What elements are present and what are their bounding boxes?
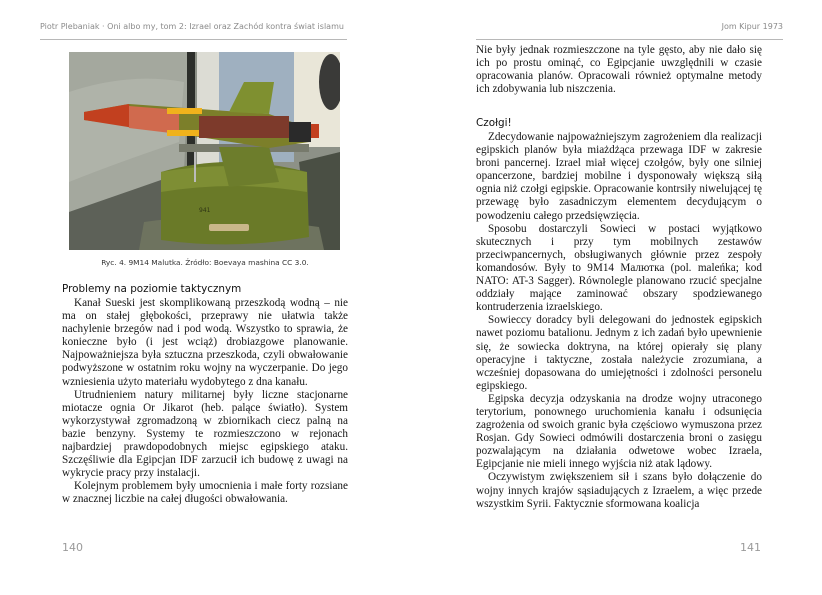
- page-number-left: 140: [62, 541, 83, 554]
- paragraph: Kolejnym problemem były umocnienia i małe forty rozsiane w znacznej liczbie na całej długości obwałowania.: [62, 480, 348, 506]
- figure-photo: [69, 52, 340, 250]
- right-intro-text: [476, 44, 762, 96]
- running-header-right: Jom Kipur 1973: [476, 22, 783, 40]
- missile-photo-illustration: [69, 52, 340, 250]
- paragraph: Oczywistym zwiększeniem sił i szans było dołączenie do wojny innych krajów sąsiadujących z Izraelem, a więc przede wszystkim Syrii. Faktycznie sformowana koalicja: [476, 471, 762, 510]
- figure-caption: Ryc. 4. 9M14 Malutka. Źródło: Boevaya mashina CC 3.0.: [101, 258, 309, 267]
- paragraph: Utrudnieniem natury militarnej były liczne stacjonarne miotacze ognia Or Jikarot (heb. palące światło). System wykorzystywał zgromadzoną w zbiornikach ciecz palną na bazie benzyny. Systemy te rozmieszczono w rejonach najbardziej prawdopodobnych miejsc egipskiego ataku. Szczęśliwie dla Egipcjan IDF zarzucił ich budowę z uwagi na wykrycie pracy przy instalacji.: [62, 388, 348, 480]
- running-header-left: Piotr Plebaniak · Oni albo my, tom 2: Izrael oraz Zachód kontra świat islamu: [40, 22, 347, 40]
- paragraph: Egipska decyzja odzyskania na drodze wojny utraconego terytorium, ponownego uruchomienia kanału i odsunięcia zagrożenia od swoich granic była częściowo wymuszona przez Rosjan. Gdy Sowieci odmówili dostarczenia broni o zasięgu pozwalającym na działania odwetowe wobec Izraela, Egipcjanie nie mieli innego wyjścia niż atak lądowy.: [476, 392, 762, 471]
- right-page: [411, 0, 822, 595]
- left-body-text: [62, 297, 348, 507]
- section-heading-tactical-problems: Problemy na poziomie taktycznym: [62, 283, 242, 295]
- right-body-text: [476, 131, 762, 511]
- paragraph: Kanał Sueski jest skomplikowaną przeszkodą wodną – nie ma on stałej głębokości, przeprawy nie ułatwia także nachylenie brzegów nad i pod wodą. Wszystko to sprawia, że konieczne było (i jest wciąż) drobiazgowe planowanie. Najpoważniejsza była sztuczna przeszkoda, czyli obwałowanie podwyższone w ostatnim roku wojny na wyczerpanie. Do jego wzniesienia użyto materiału wydobytego z dna kanału.: [62, 297, 348, 388]
- paragraph: Nie były jednak rozmieszczone na tyle gęsto, aby nie dało się ich po prostu ominąć, co Egipcjanie uwzględnili w czasie opracowania planów. Opracowali również optymalne metody ich zdobywania lub niszczenia.: [476, 44, 762, 96]
- page-number-right: 141: [740, 541, 761, 554]
- paragraph: Sowieccy doradcy byli delegowani do jednostek egipskich nawet poziomu batalionu. Jednym z ich zadań było upewnienie się, że sowiecka doktryna, na której opierały się plany operacyjne i taktyczne, została należycie zrozumiana, a wcześniej dopasowana do umiejętności i zdolności personelu egipskiego.: [476, 314, 762, 392]
- paragraph: Zdecydowanie najpoważniejszym zagrożeniem dla realizacji egipskich planów była miażdżąca przewaga IDF w zakresie broni pancernej. Izrael miał więcej czołgów, były one silniej opancerzone, bardziej mobilne i dysponowały większą siłą ognia niż czołgi egipskie. Opracowanie kontrsiły niwelującej tę przewagę było zasadniczym elementem decydującym o powodzeniu całego przedsięwzięcia.: [476, 131, 762, 222]
- section-heading-tanks: Czołgi!: [476, 117, 512, 129]
- svg-text:941: 941: [199, 207, 211, 214]
- paragraph: Sposobu dostarczyli Sowieci w postaci wyjątkowo skutecznych i przy tym mobilnych zestawów przeciwpancernych, obsługiwanych głównie przez zespoły komandosów. Były to 9M14 Малютка (pol. maleńka; kod NATO: AT-3 Sagger). Równolegle planowano rzucić specjalne oddziały mające zaminować obszary spodziewanego kontruderzenia izraelskiego.: [476, 222, 762, 314]
